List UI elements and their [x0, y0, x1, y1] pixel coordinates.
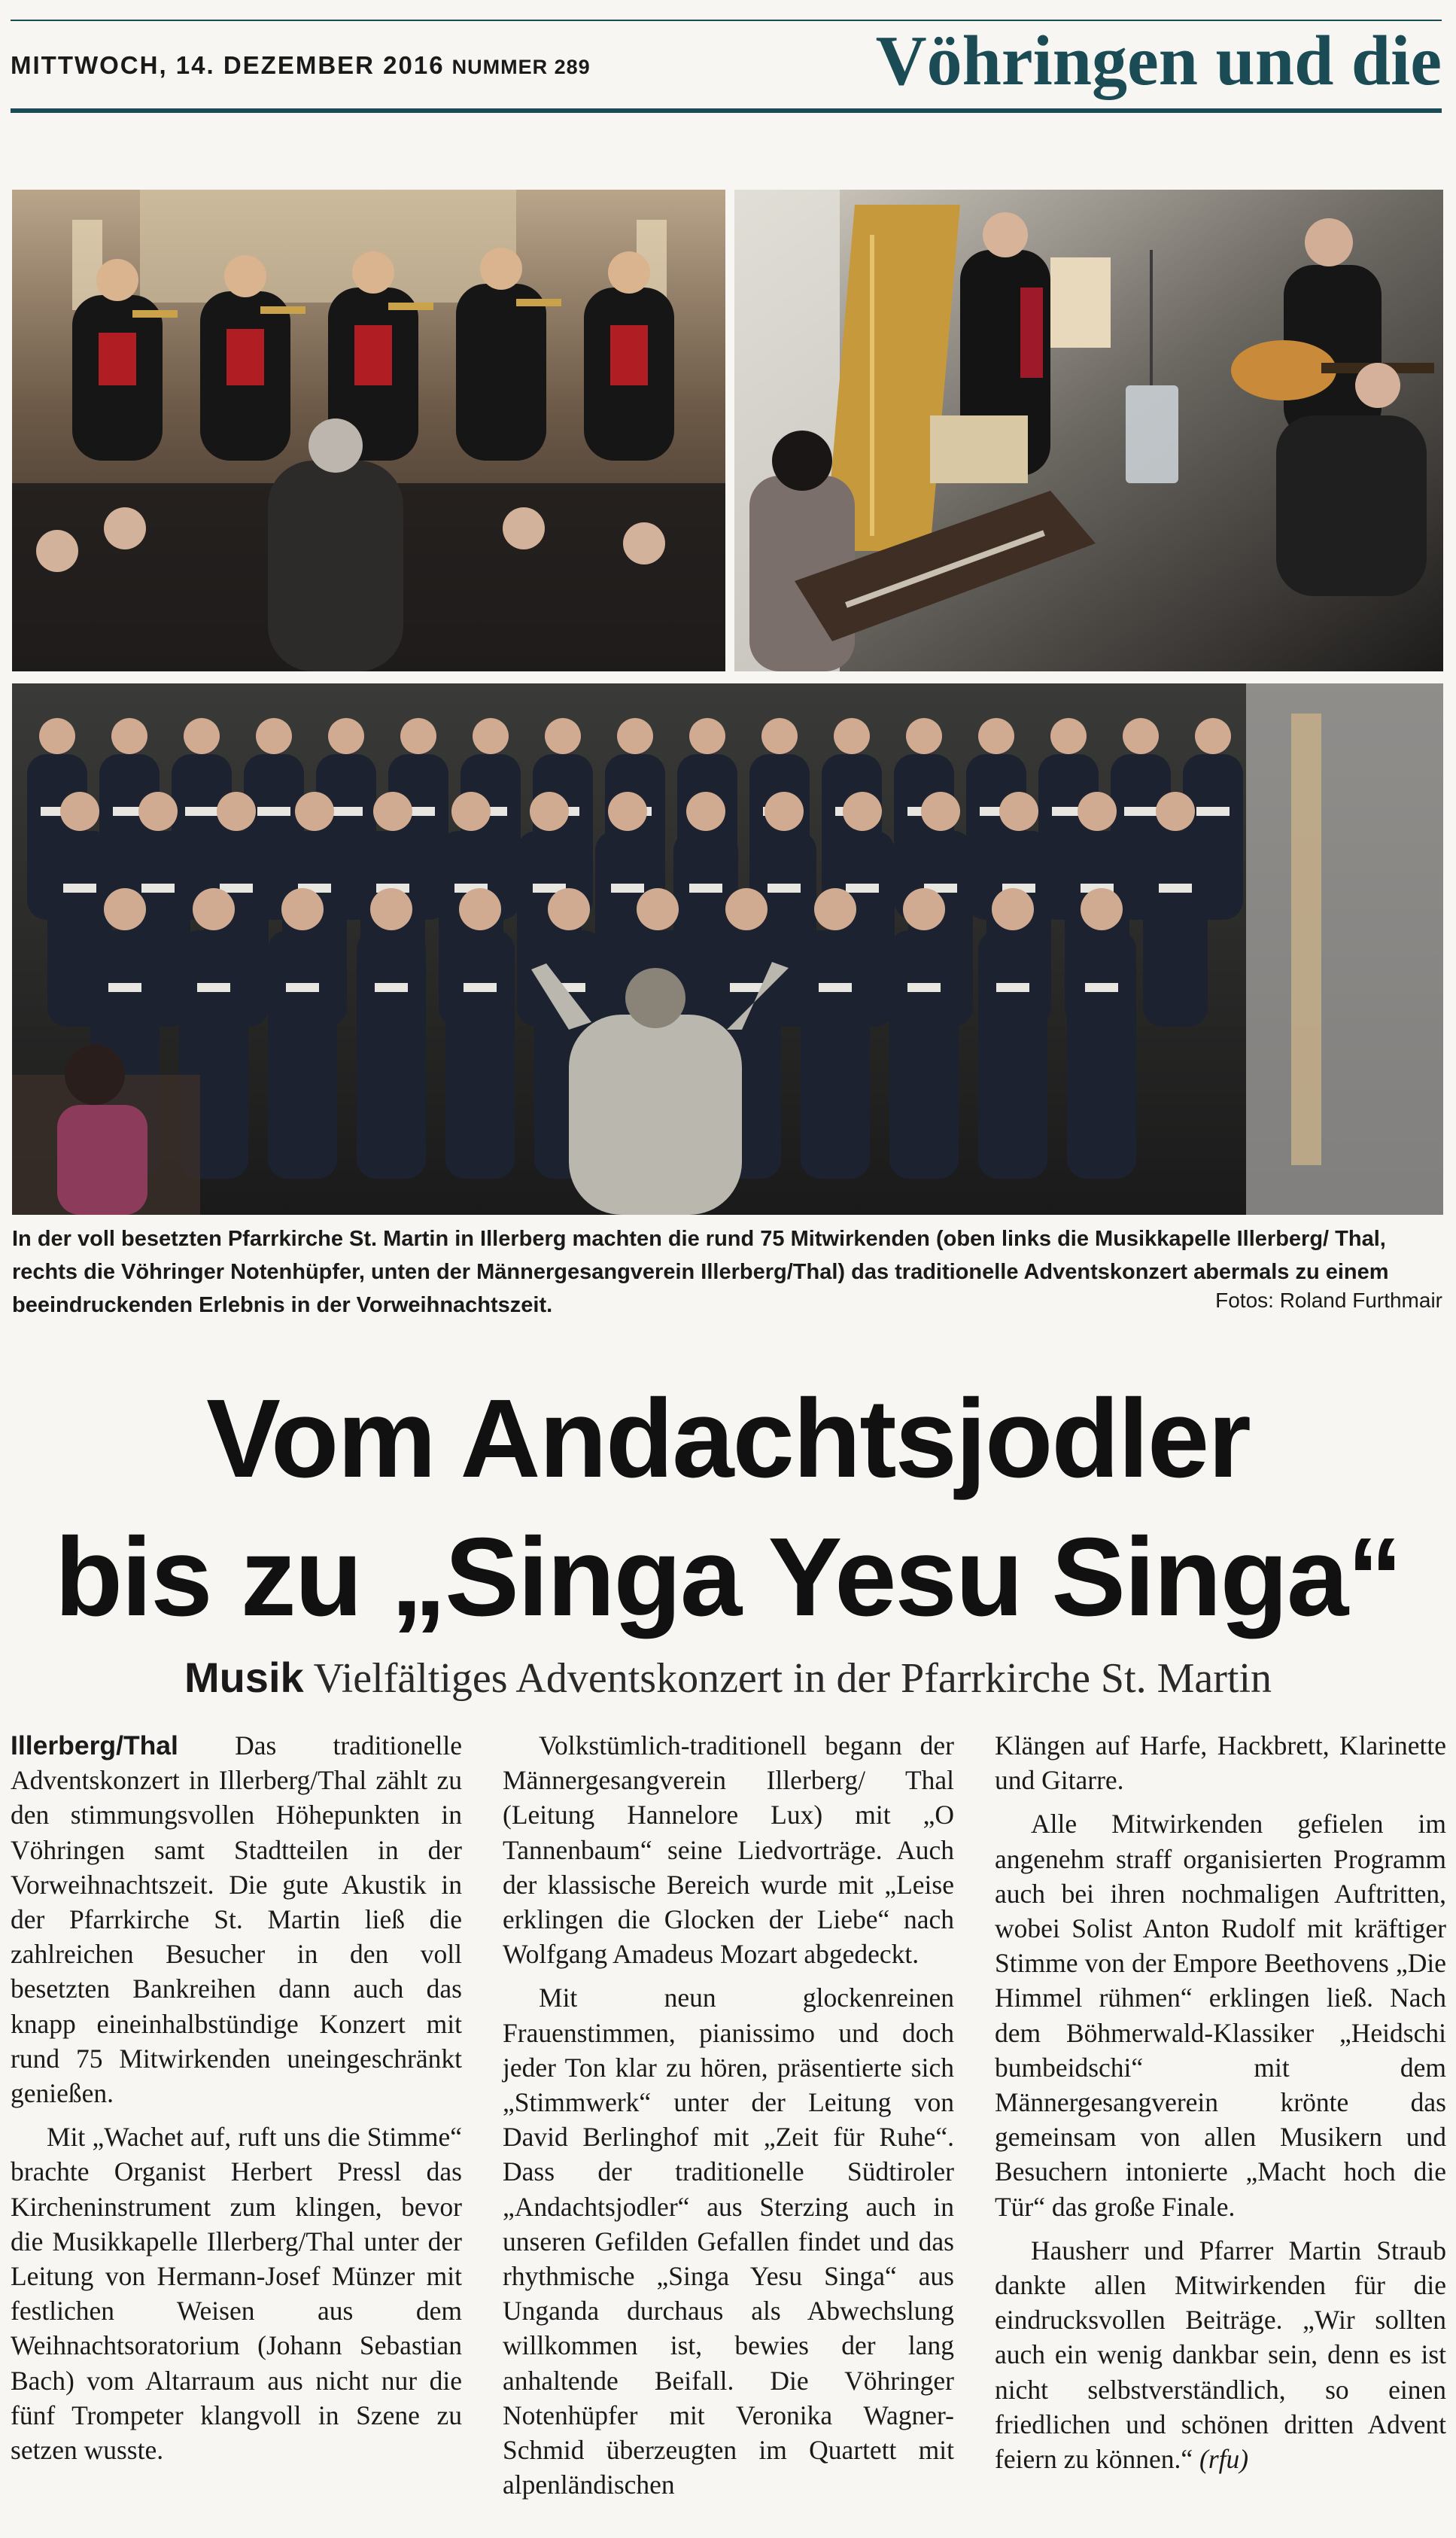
article-kicker — [0, 1653, 1456, 1703]
article-column-1 — [11, 1728, 462, 2467]
issue-date: MITTWOCH, 14. DEZEMBER 2016 — [11, 51, 445, 79]
caption-text: In der voll besetzten Pfarrkirche St. Martin in Illerberg machten die rund 75 Mitwirkenden (oben links die Musikkapelle Illerberg/ Thal, rechts die Vöhringer Notenhüpfer, unten der Männergesangverein Illerberg/Thal) das traditionelle Adventskonzert abermals zu einem beeindruckenden Erlebnis in der Vorweihnachtszeit. — [12, 1227, 1389, 1317]
photo-credit: Fotos: Roland Furthmair — [1215, 1289, 1442, 1312]
maennergesangverein-photo — [12, 683, 1443, 1215]
paragraph-text: Hausherr und Pfarrer Martin Straub dankte allen Mitwirkenden für die eindrucksvollen Beiträge. „Wir sollten auch ein wenig dankbar sein, denn es ist nicht selbstverständlich, so einen friedlichen und schönen dritten Advent feiern zu können.“ — [995, 2235, 1446, 2475]
headline-line-2: bis zu „Singa Yesu Singa“ — [54, 1515, 1402, 1639]
paragraph — [11, 1728, 462, 2110]
author-signature: (rfu) — [1199, 2444, 1249, 2475]
paragraph: Klängen auf Harfe, Hackbrett, Klarinette und Gitarre. — [995, 1730, 1446, 1796]
paragraph — [995, 2233, 1446, 2476]
issue-dateline — [11, 51, 591, 80]
paragraph: Mit „Wachet auf, ruft uns die Stimme“ brachte Organist Herbert Pressl das Kircheninstrument zum klingen, bevor die Musikkapelle Illerberg/Thal unter der Leitung von Hermann-Josef Münzer mit festlichen Weisen aus dem Weihnachtsoratorium (Johann Sebastian Bach) vom Altarraum aus nicht nur die fünf Trompeter klangvoll in Szene zu setzen wusste. — [11, 2122, 462, 2466]
page-header — [11, 20, 1442, 113]
paragraph: Mit neun glockenreinen Frauenstimmen, pianissimo und doch jeder Ton klar zu hören, präsentierte sich „Stimmwerk“ unter der Leitung von David Berlinghof mit „Zeit für Ruhe“. Dass der traditionelle Südtiroler „Andachtsjodler“ aus Sterzing auch in unseren Gefilden Gefallen findet und das rhythmische „Singa Yesu Singa“ aus Unganda durchaus als Abwechslung willkommen ist, bewies der lang anhaltende Beifall. Die Vöhringer Notenhüpfer mit Veronika Wagner-Schmid überzeugten im Quartett mit alpenländischen — [503, 1983, 954, 2500]
kicker-text: Vielfältiges Adventskonzert in der Pfarrkirche St. Martin — [313, 1655, 1272, 1702]
notenhuepfer-photo — [734, 190, 1443, 671]
paragraph-text: Das traditionelle Adventskonzert in Illerberg/Thal zählt zu den stimmungsvollen Höhepunkten in Vöhringen samt Stadtteilen in der Vorweihnachtszeit. Die gute Akustik in der Pfarrkirche St. Martin ließ die zahlreichen Besucher in den voll besetzten Bankreihen dann auch das knapp eineinhalbstündige Konzert mit rund 75 Mitwirkenden uneingeschränkt genießen. — [11, 1730, 462, 2109]
musikkapelle-photo — [12, 190, 725, 671]
headline-line-1: Vom Andachtsjodler — [206, 1377, 1250, 1501]
article-column-3 — [995, 1728, 1446, 2476]
kicker-label: Musik — [184, 1654, 304, 1701]
paragraph: Volkstümlich-traditionell begann der Männergesangverein Illerberg/ Thal (Leitung Hannelore Lux) mit „O Tannenbaum“ seine Liedvorträge. Auch der klassische Bereich wurde mit „Leise erklingen die Glocken der Liebe“ nach Wolfgang Amadeus Mozart abgedeckt. — [503, 1730, 954, 1970]
article-headline — [0, 1370, 1456, 1647]
article-dateline: Illerberg/Thal — [11, 1730, 178, 1760]
header-rule-top — [11, 20, 1442, 21]
paragraph: Alle Mitwirkenden gefielen im angenehm straff organisierten Programm auch bei ihren nochmaligen Auftritten, wobei Solist Anton Rudolf mit kräftiger Stimme von der Empore Beethovens „Die Himmel rühmen“ erklingen ließ. Nach dem Böhmerwald-Klassiker „Heidschi bumbeidschi“ mit dem Männergesangverein krönte das gemeinsam von allen Musikern und Besuchern intonierte „Macht hoch die Tür“ das große Finale. — [995, 1809, 1446, 2222]
header-rule-bottom — [11, 108, 1442, 113]
article-column-2 — [503, 1728, 954, 2502]
issue-number: NUMMER 289 — [451, 56, 591, 78]
section-title: Vöhringen und die — [875, 22, 1442, 100]
